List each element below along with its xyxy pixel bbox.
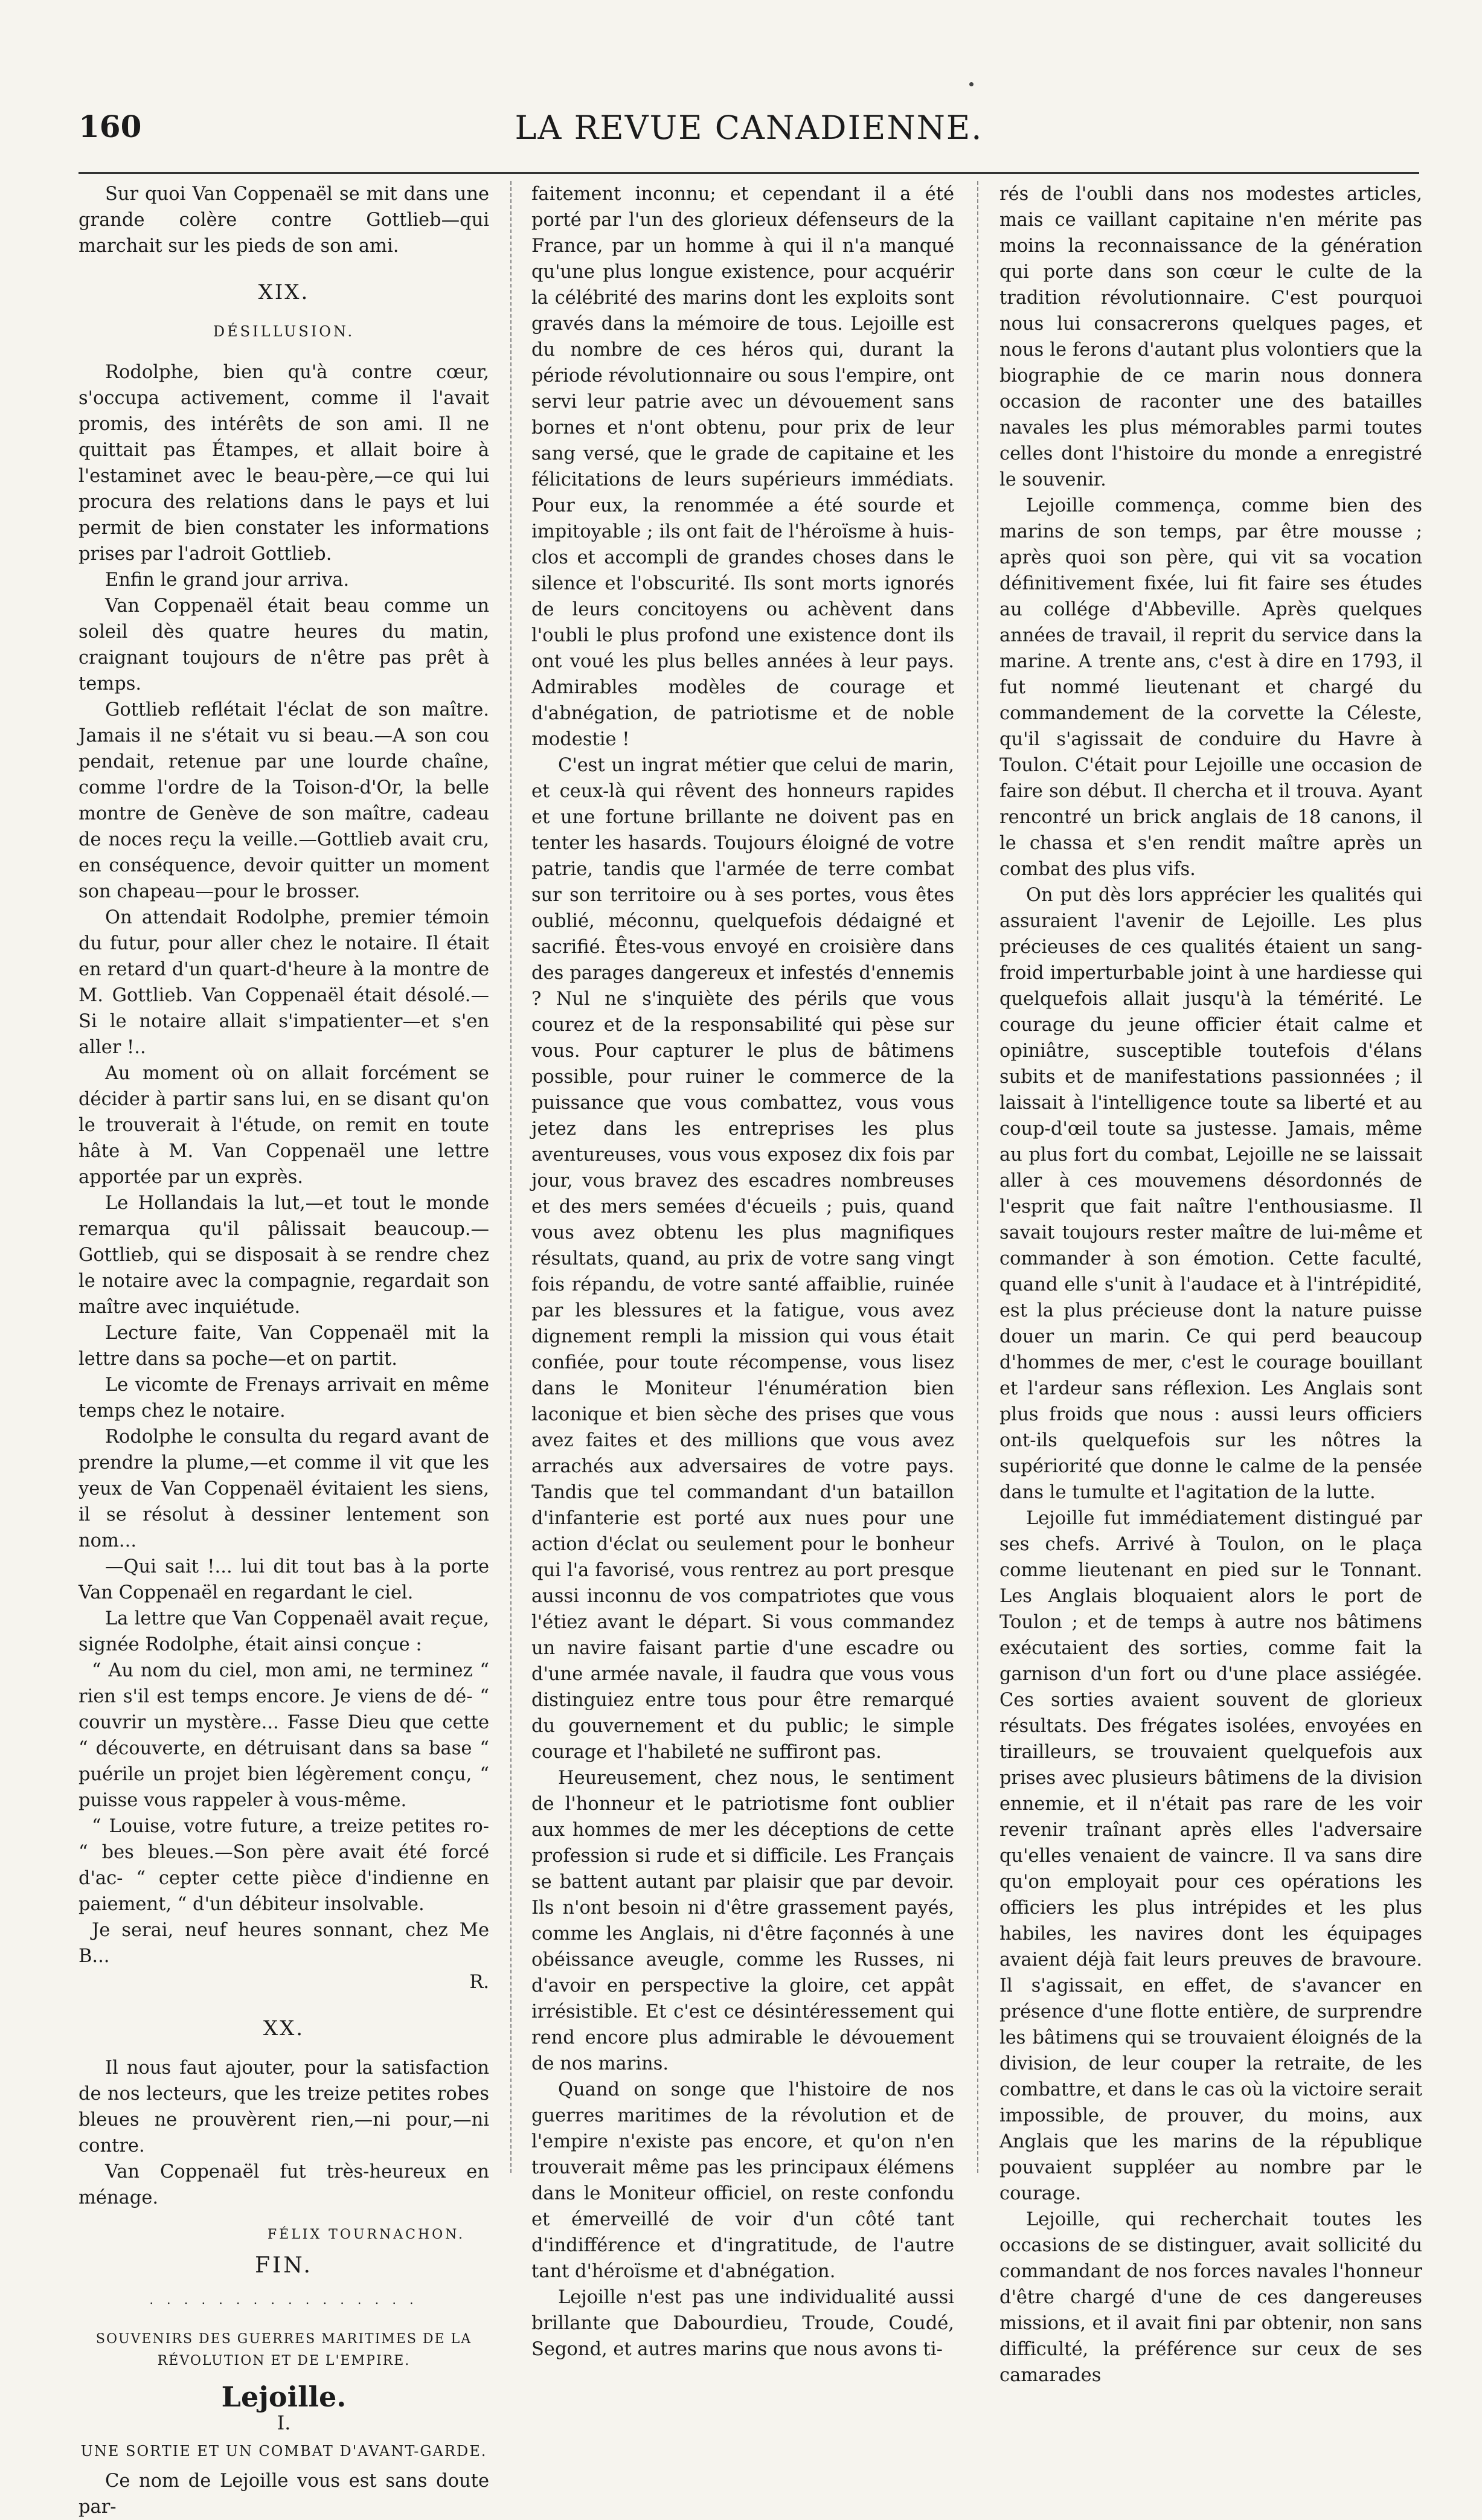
page-header — [79, 109, 1419, 157]
paragraph: Heureusement, chez nous, le sentiment de l'honneur et le patriotisme font oublier aux hommes de mer les déceptions de cette profession si rude et si difficile. Les Français se battent autant par plaisir que par devoir. Ils n'ont besoin ni d'être grassement payés, comme les Anglais, ni d'être façonnés à une obéissance aveugle, comme les Russes, ni d'avoir en perspective la gloire, cet appât irrésistible. Et c'est ce désintéressement qui rend encore plus admirable le dévouement de nos marins. — [531, 1768, 954, 2074]
paragraph: Quand on songe que l'histoire de nos guerres maritimes de la révolution et de l'empire n'existe pas encore, et qu'on n'en trouverait même pas les principaux élémens dans le Moniteur officiel, on reste confondu et émerveillé de voir d'un côté tant d'indifférence et d'ingratitude, de l'autre tant d'héroïsme et d'abnégation. — [531, 2079, 954, 2282]
paragraph: Rodolphe, bien qu'à contre cœur, s'occupa activement, comme il l'avait promis, des intérêts de son ami. Il ne quittait pas Étampes, et allait boire à l'estaminet avec le beau-père,—ce qui lui procura des relations dans le pays et lui permit de bien constater les informations prises par l'adroit Gottlieb. — [79, 362, 489, 565]
dotted-separator: . . . . . . . . . . . . . . . . — [149, 2292, 419, 2307]
column-1 — [79, 181, 489, 2518]
paragraph: C'est un ingrat métier que celui de marin, et ceux-là qui rêvent des honneurs rapides et une fortune brillante ne doivent pas en tenter les hasards. Toujours éloigné de votre patrie, tandis que l'armée de terre combat sur son territoire ou à ses portes, vous êtes oublié, méconnu, quelquefois dédaigné et sacrifié. Êtes-vous envoyé en croisière dans des parages dangereux et infestés d'ennemis ? Nul ne s'inquiète des périls que vous courez et de la responsabilité qui pèse sur vous. Pour capturer le plus de bâtimens possible, pour ruiner le commerce de la puissance que vous combattez, vous vous jetez dans les entreprises les plus aventureuses, vous vous exposez dix fois par jour, vous bravez des escadres nombreuses et des mers semées d'écueils ; puis, quand vous avez obtenu les plus magnifiques résultats, quand, au prix de votre sang vingt fois répandu, de votre santé affaiblie, ruinée par les blessures et la fatigue, vous avez dignement rempli la mission qui vous était confiée, pour toute récompense, vous lisez dans le Moniteur l'énumération bien laconique et bien sèche des prises que vous avez faites et des millions que vous avez arrachés aux adversaires de votre pays. Tandis que tel commandant d'un bataillon d'infanterie est porté aux nues pour une action d'éclat ou seulement pour le bonheur qui l'a favorisé, vous rentrez au port presque aussi inconnu de vos compatriotes que vous l'étiez avant le départ. Si vous commandez un navire faisant partie d'une escadre ou d'une armée navale, il faudra que vous vous distinguiez entre tous pour être remarqué du gouvernement et du public; le simple courage et l'habileté ne suffiront pas. — [531, 755, 954, 1763]
paragraph: Sur quoi Van Coppenaël se mit dans une grande colère contre Gottlieb—qui marchait sur les pieds de son ami. — [79, 184, 489, 257]
paragraph: Lejoille fut immédiatement distingué par ses chefs. Arrivé à Toulon, on le plaça comme lieutenant en pied sur le Tonnant. Les Anglais bloquaient alors le port de Toulon ; et de temps à autre nos bâtimens exécutaient des sorties, comme fait la garnison d'un fort ou d'une place assiégée. Ces sorties avaient souvent de glorieux résultats. Des frégates isolées, envoyées en tirailleurs, se trouvaient quelquefois aux prises avec plusieurs bâtimens de la division ennemie, et il n'était pas rare de les voir revenir traînant après elles l'adversaire qu'elles venaient de vaincre. Il va sans dire qu'on employait pour ces opérations les officiers les plus intrépides et les plus habiles, les navires dont les équipages avaient déjà fait leurs preuves de bravoure. Il s'agissait, en effet, de s'avancer en présence d'une flotte entière, de surprendre les bâtimens qui se trouvaient éloignés de la division, de leur couper la retraite, de les combattre, et dans le cas où la victoire serait impossible, de prouver, du moins, aux Anglais que les marins de la république pouvaient suppléer au nombre par le courage. — [999, 1508, 1422, 2204]
paragraph: Lecture faite, Van Coppenaël mit la lettre dans sa poche—et on partit. — [79, 1323, 489, 1370]
letter-signature: R. — [469, 1972, 489, 1993]
chapter-heading-xx: XX. — [263, 2016, 305, 2041]
series-title: SOUVENIRS DES GUERRES MARITIMES DE LA RÉVOLUTION ET DE L'EMPIRE. — [95, 2332, 472, 2368]
end-mark: FIN. — [255, 2253, 313, 2278]
paragraph: Ce nom de Lejoille vous est sans doute par- — [79, 2470, 489, 2518]
print-speck — [969, 82, 974, 86]
paragraph: faitement inconnu; et cependant il a été porté par l'un des glorieux défenseurs de la France, par un homme à qui il n'a manqué qu'une plus longue existence, pour acquérir la célébrité des marins dont les exploits sont gravés dans la mémoire de tous. Lejoille est du nombre de ces héros qui, durant la période révolutionnaire ou sous l'empire, ont servi leur patrie avec un dévouement sans bornes et n'ont obtenu, pour prix de leur sang versé, que le grade de capitaine et les félicitations de leurs supérieurs immédiats. Pour eux, la renommée a été sourde et impitoyable ; ils ont fait de l'héroïsme à huis-clos et accompli de grandes choses dans le silence et l'obscurité. Ils sont morts ignorés de leurs concitoyens ou achèvent dans l'oubli le plus profond une existence dont ils ont voué les plus belles années à leur pays. Admirables modèles de courage et d'abnégation, de patriotisme et de noble modestie ! — [531, 184, 954, 750]
column-3 — [999, 181, 1422, 2386]
chapter-subtitle: DÉSILLUSION. — [213, 323, 355, 340]
section-number: I. — [277, 2411, 291, 2434]
page-number: 160 — [79, 109, 142, 144]
column-divider-1 — [510, 181, 512, 2173]
author-signature: FÉLIX TOURNACHON. — [267, 2227, 465, 2242]
letter-text: “ Louise, votre future, a treize petites ro- “ bes bleues.—Son père avait été forcé d'ac- “ cepter cette pièce d'indienne en paiement, “ d'un débiteur insolvable. — [79, 1816, 489, 1915]
column-divider-2 — [977, 181, 978, 2173]
header-rule — [79, 172, 1419, 174]
letter-text: “ Au nom du ciel, mon ami, ne terminez “ rien s'il est temps encore. Je viens de dé- “ couvrir un mystère... Fasse Dieu que cette “ découverte, en détruisant dans sa base “ puérile un projet bien légèrement conçu, “ puisse vous rappeler à vous-même. — [79, 1660, 489, 1811]
paragraph: Il nous faut ajouter, pour la satisfaction de nos lecteurs, que les treize petites robes bleues ne prouvèrent rien,—ni pour,—ni contre. — [79, 2057, 489, 2156]
article-title: Lejoille. — [221, 2381, 347, 2413]
paragraph: Rodolphe le consulta du regard avant de prendre la plume,—et comme il vit que les yeux de Van Coppenaël évitaient les siens, il se résolut à dessiner lentement son nom... — [79, 1426, 489, 1551]
paragraph: La lettre que Van Coppenaël avait reçue, signée Rodolphe, était ainsi conçue : — [79, 1608, 489, 1655]
paragraph: Van Coppenaël fut très-heureux en ménage. — [79, 2161, 489, 2208]
paragraph: On attendait Rodolphe, premier témoin du futur, pour aller chez le notaire. Il était en retard d'un quart-d'heure à la montre de M. Gottlieb. Van Coppenaël était désolé.—Si le notaire allait s'impatienter—et s'en aller !.. — [79, 907, 489, 1058]
running-title: LA REVUE CANADIENNE. — [515, 109, 983, 147]
paragraph: Lejoille, qui recherchait toutes les occasions de se distinguer, avait sollicité du commandant de nos forces navales l'honneur d'être chargé d'une de ces dangereuses missions, et il avait fini par obtenir, non sans difficulté, la préférence sur ceux de ses camarades — [999, 2209, 1422, 2386]
paragraph: Le vicomte de Frenays arrivait en même temps chez le notaire. — [79, 1374, 489, 1422]
paragraph: Gottlieb reflétait l'éclat de son maître. Jamais il ne s'était vu si beau.—A son cou pendait, retenue par une lourde chaîne, comme l'ordre de la Toison-d'Or, la belle montre de Genève de son maître, cadeau de noces reçu la veille.—Gottlieb avait cru, en conséquence, devoir quitter un moment son chapeau—pour le brosser. — [79, 699, 489, 902]
paragraph: Au moment où on allait forcément se décider à partir sans lui, en se disant qu'on le trouverait à l'étude, on remit en toute hâte à M. Van Coppenaël une lettre apportée par un exprès. — [79, 1063, 489, 1188]
letter-text: Je serai, neuf heures sonnant, chez Me B... — [79, 1920, 489, 1967]
paragraph: —Qui sait !... lui dit tout bas à la porte Van Coppenaël en regardant le ciel. — [79, 1556, 489, 1603]
paragraph: Le Hollandais la lut,—et tout le monde remarqua qu'il pâlissait beaucoup.—Gottlieb, qui se disposait à se rendre chez le notaire avec la compagnie, regardait son maître avec inquiétude. — [79, 1193, 489, 1318]
paragraph: Enfin le grand jour arriva. — [105, 569, 350, 591]
section-title: UNE SORTIE ET UN COMBAT D'AVANT-GARDE. — [80, 2443, 487, 2460]
paragraph: Lejoille commença, comme bien des marins de son temps, par être mousse ; après quoi son père, qui vit sa vocation définitivement fixée, lui fit faire ses études au collége d'Abbeville. Après quelques années de travail, il reprit du service dans la marine. A trente ans, c'est à dire en 1793, il fut nommé lieutenant et chargé du commandement de la corvette la Céleste, qu'il s'agissait de conduire du Havre à Toulon. C'était pour Lejoille une occasion de faire son début. Il chercha et il trouva. Ayant rencontré un brick anglais de 18 canons, il le chassa et s'en rendit maître après un combat des plus vifs. — [999, 495, 1422, 880]
column-2 — [531, 181, 954, 2360]
paragraph: On put dès lors apprécier les qualités qui assuraient l'avenir de Lejoille. Les plus précieuses de ces qualités étaient un sang-froid imperturbable joint à une hardiesse qui quelquefois allait jusqu'à la témérité. Le courage du jeune officier était calme et opiniâtre, susceptible toutefois d'élans subits et de manifestations passionnées ; il laissait à l'intelligence toute sa liberté et au coup-d'œil toute sa justesse. Jamais, même au plus fort du combat, Lejoille ne se laissait aller à ces mouvemens désordonnés de l'esprit que fait naître l'enthousiasme. Il savait toujours rester maître de lui-même et commander à son émotion. Cette faculté, quand elle s'unit à l'audace et à l'intrépidité, est la plus précieuse dont la nature puisse douer un marin. Ce qui perd beaucoup d'hommes de mer, c'est le courage bouillant et l'ardeur sans réflexion. Les Anglais sont plus froids que nous : aussi leurs officiers ont-ils quelquefois sur les nôtres la supériorité que donne le calme de la pensée dans le tumulte et l'agitation de la lutte. — [999, 885, 1422, 1503]
paragraph: Van Coppenaël était beau comme un soleil dès quatre heures du matin, craignant toujours de n'être pas prêt à temps. — [79, 595, 489, 694]
chapter-heading-xix: XIX. — [258, 280, 310, 304]
paragraph: rés de l'oubli dans nos modestes articles, mais ce vaillant capitaine n'en mérite pas moins la reconnaissance de la génération qui porte dans son cœur le culte de la tradition révolutionnaire. C'est pourquoi nous lui consacrerons quelques pages, et nous le ferons d'autant plus volontiers que la biographie de ce marin nous donnera occasion de raconter une des batailles navales les plus mémorables parmi toutes celles dont l'histoire du monde a enregistré le souvenir. — [999, 184, 1422, 490]
paragraph: Lejoille n'est pas une individualité aussi brillante que Dabourdieu, Troude, Coudé, Segond, et autres marins que nous avons ti- — [531, 2287, 954, 2360]
